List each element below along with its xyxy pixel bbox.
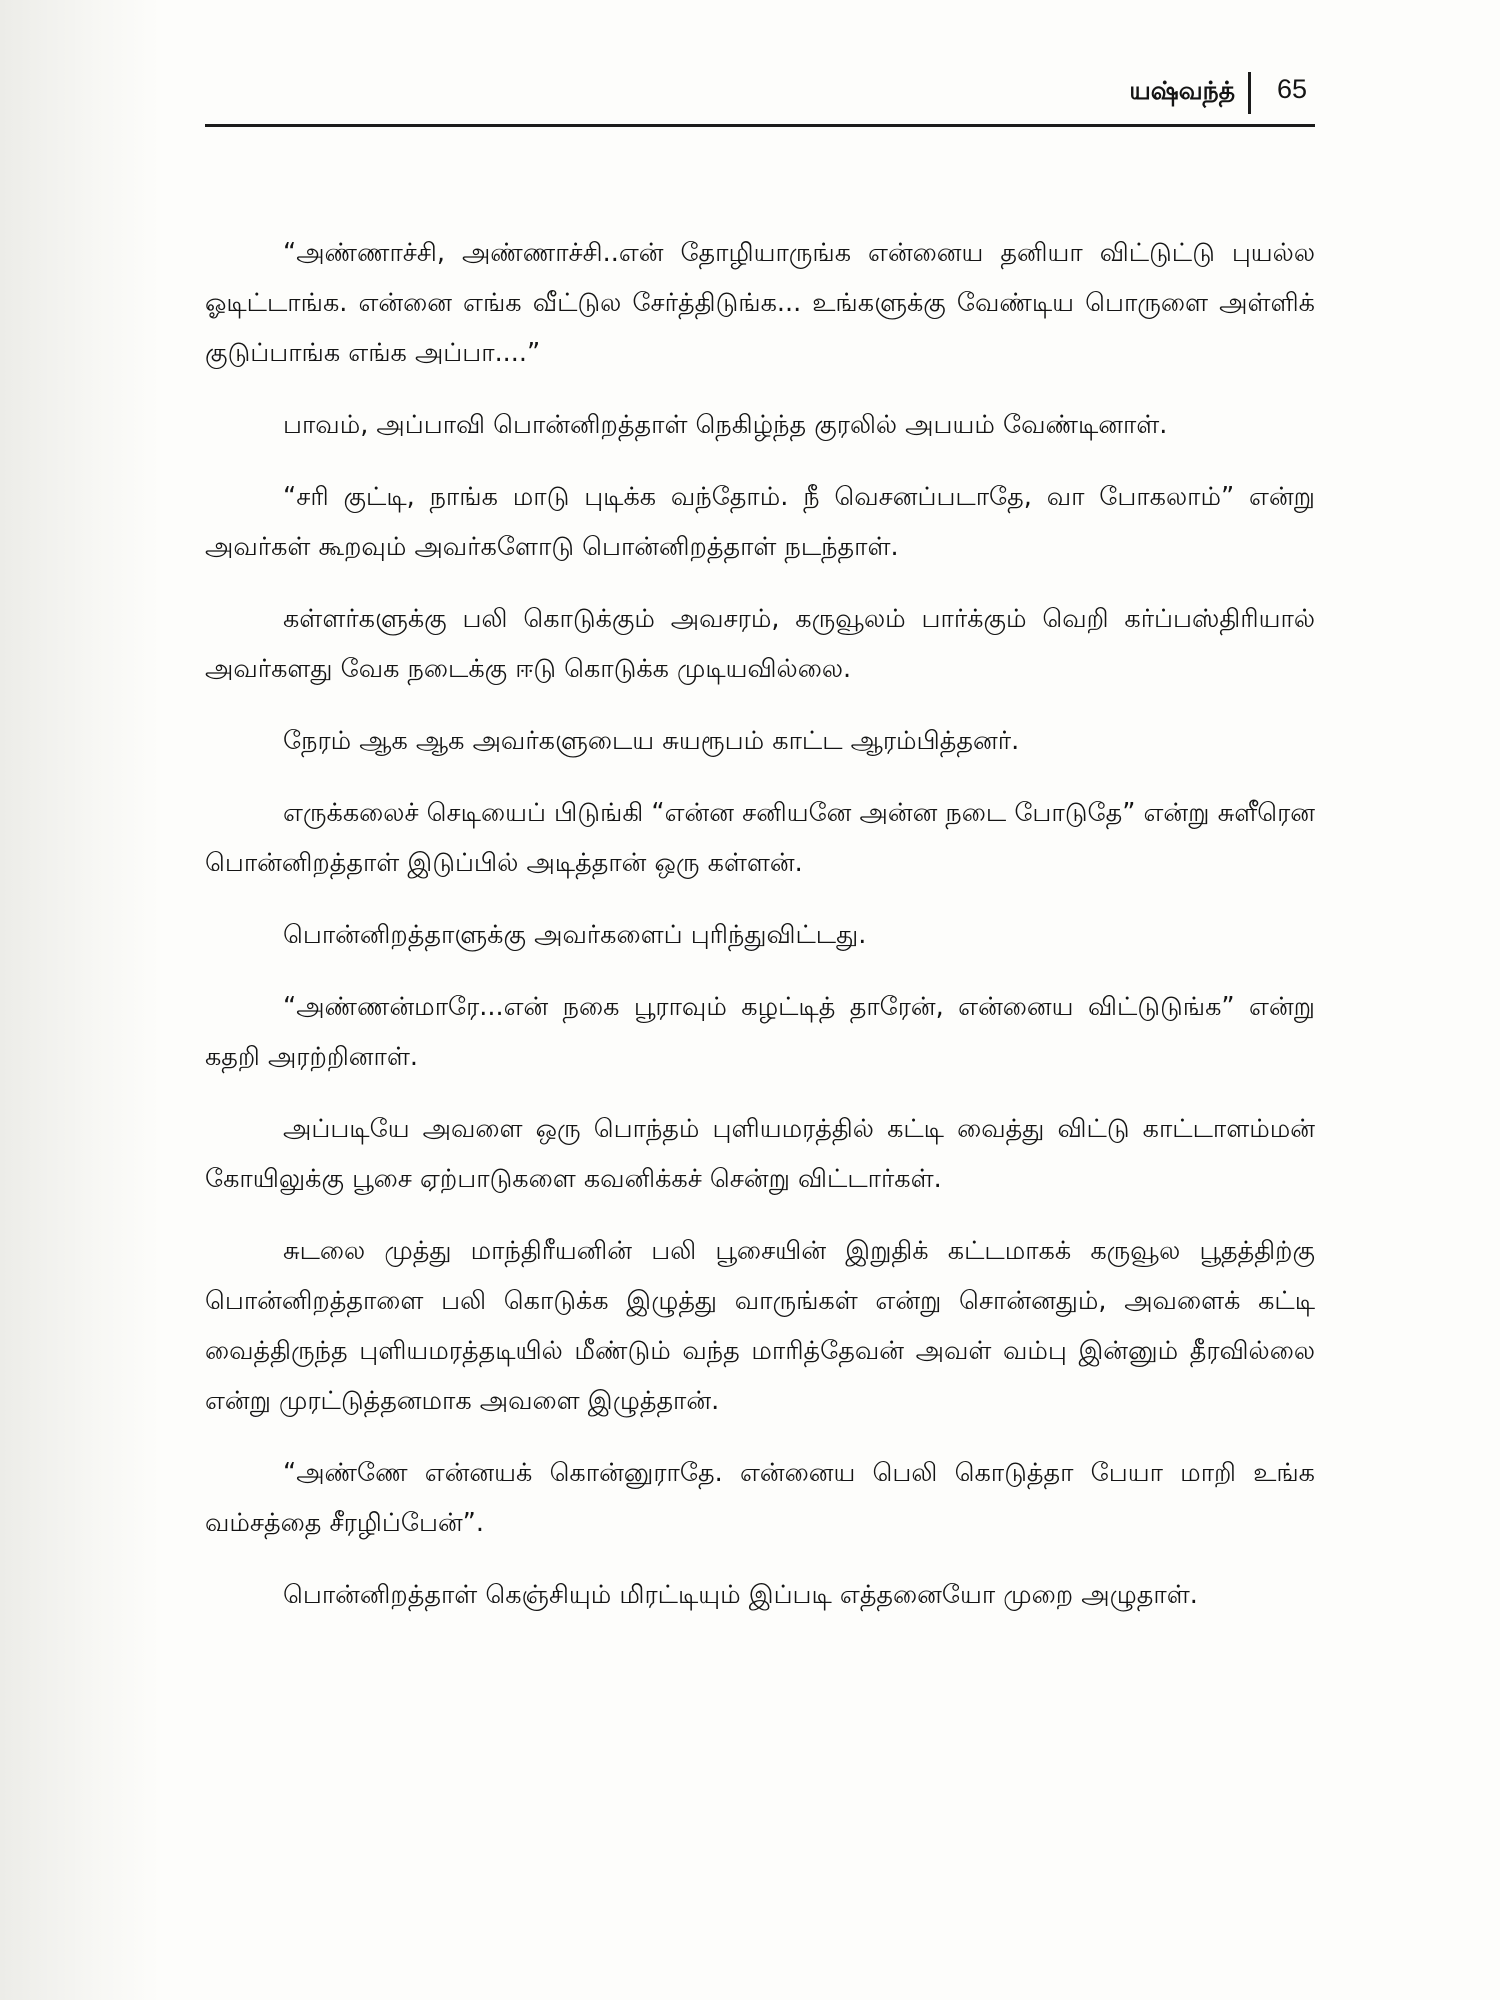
page-edge-shadow (0, 0, 160, 2000)
paragraph-4: கள்ளர்களுக்கு பலி கொடுக்கும் அவசரம், கருவூலம் பார்க்கும் வெறி கர்ப்பஸ்திரியால் அவர்களது வேக நடைக்கு ஈடு கொடுக்க முடியவில்லை. (205, 604, 1315, 684)
paragraph-3: “சரி குட்டி, நாங்க மாடு புடிக்க வந்தோம். நீ வெசனப்படாதே, வா போகலாம்” என்று அவர்கள் கூறவும் அவர்களோடு பொன்னிறத்தாள் நடந்தாள். (205, 482, 1315, 562)
paragraph-11: “அண்ணே என்னயக் கொன்னுராதே. என்னைய பெலி கொடுத்தா பேயா மாறி உங்க வம்சத்தை சீரழிப்பேன்”. (205, 1458, 1315, 1538)
paragraph-10: சுடலை முத்து மாந்திரீயனின் பலி பூசையின் இறுதிக் கட்டமாகக் கருவூல பூதத்திற்கு பொன்னிறத்தாளை பலி கொடுக்க இழுத்து வாருங்கள் என்று சொன்னதும், அவளைக் கட்டி வைத்திருந்த புளியமரத்தடியில் மீண்டும் வந்த மாரித்தேவன் அவள் வம்பு இன்னும் தீரவில்லை என்று முரட்டுத்தனமாக அவளை இழுத்தான். (205, 1236, 1315, 1416)
paragraph-1: “அண்ணாச்சி, அண்ணாச்சி..என் தோழியாருங்க என்னைய தனியா விட்டுட்டு புயல்ல ஓடிட்டாங்க. என்னை எங்க வீட்டுல சேர்த்திடுங்க... உங்களுக்கு வேண்டிய பொருளை அள்ளிக் குடுப்பாங்க எங்க அப்பா....” (205, 238, 1315, 368)
paragraph-8: “அண்ணன்மாரே...என் நகை பூராவும் கழட்டித் தாரேன், என்னைய விட்டுடுங்க” என்று கதறி அரற்றினாள். (205, 992, 1315, 1072)
page-number: 65 (1276, 74, 1307, 104)
running-header (205, 68, 1315, 127)
header-separator (1248, 72, 1251, 114)
paragraph-6: எருக்கலைச் செடியைப் பிடுங்கி “என்ன சனியனே அன்ன நடை போடுதே” என்று சுளீரென பொன்னிறத்தாள் இடுப்பில் அடித்தான் ஒரு கள்ளன். (205, 798, 1315, 878)
paragraph-12: பொன்னிறத்தாள் கெஞ்சியும் மிரட்டியும் இப்படி எத்தனையோ முறை அழுதாள். (283, 1580, 1198, 1610)
paragraph-5: நேரம் ஆக ஆக அவர்களுடைய சுயரூபம் காட்ட ஆரம்பித்தனர். (283, 726, 1020, 756)
book-title: யஷ்வந்த் (1129, 76, 1235, 105)
paragraph-7: பொன்னிறத்தாளுக்கு அவர்களைப் புரிந்துவிட்டது. (283, 920, 867, 950)
body-text (205, 228, 1315, 1642)
paragraph-9: அப்படியே அவளை ஒரு பொந்தம் புளியமரத்தில் கட்டி வைத்து விட்டு காட்டாளம்மன் கோயிலுக்கு பூசை ஏற்பாடுகளை கவனிக்கச் சென்று விட்டார்கள். (205, 1114, 1315, 1194)
paragraph-2: பாவம், அப்பாவி பொன்னிறத்தாள் நெகிழ்ந்த குரலில் அபயம் வேண்டினாள். (283, 410, 1168, 440)
